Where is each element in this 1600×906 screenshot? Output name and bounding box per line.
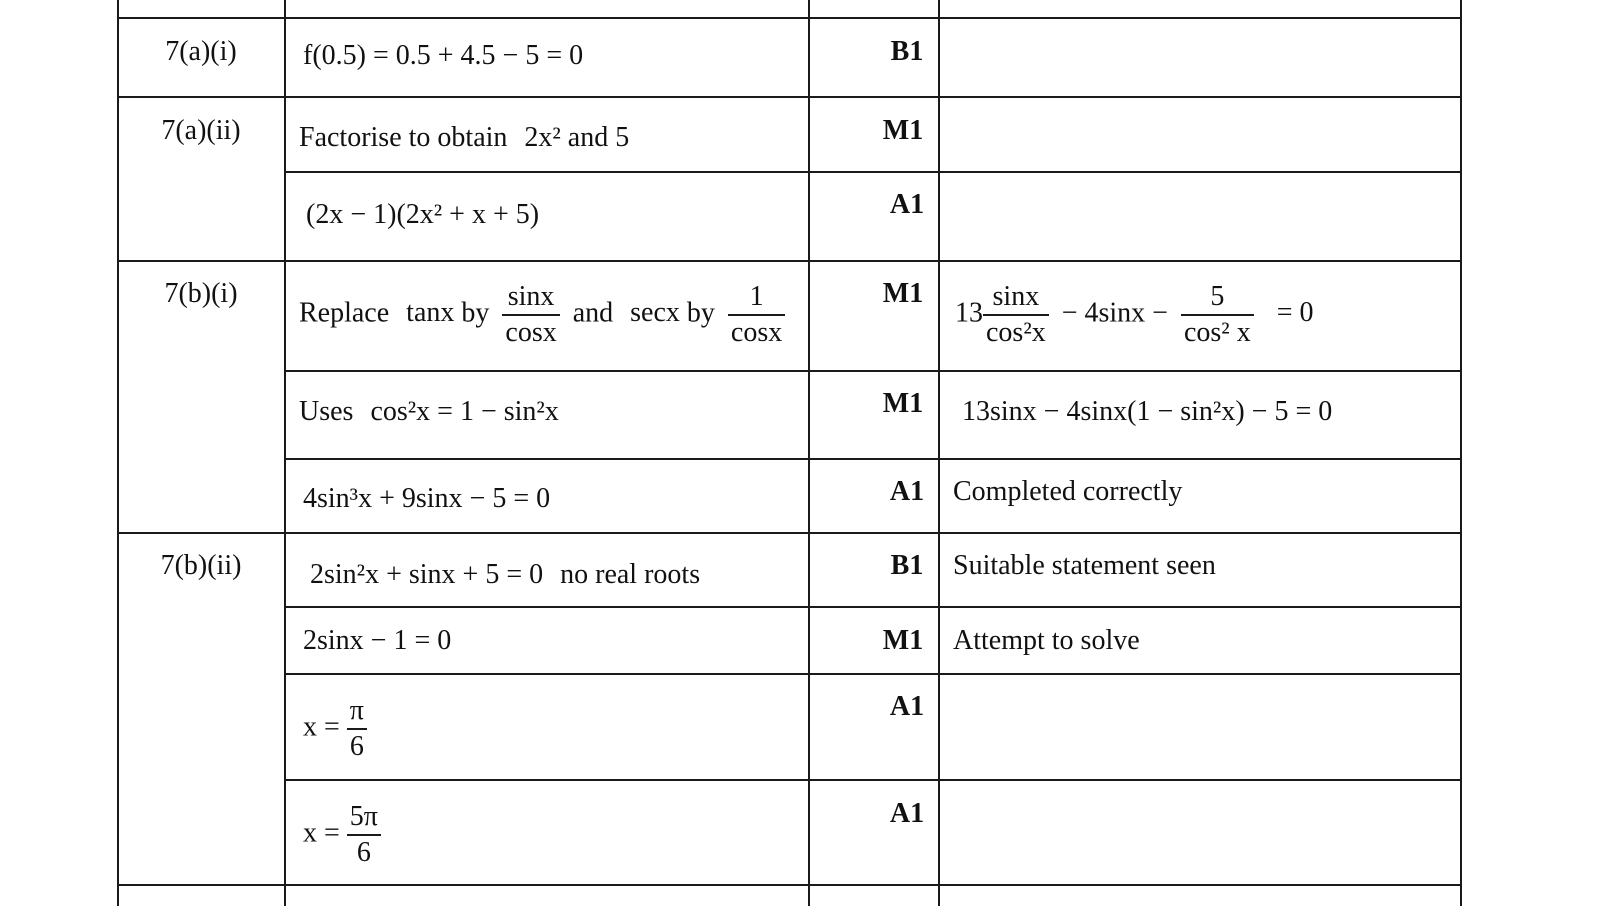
part-label: 7(a)(i) xyxy=(165,36,237,67)
part-label: 7(b)(ii) xyxy=(160,550,242,581)
fraction xyxy=(347,802,381,868)
answer-math: tanx xyxy=(406,297,455,329)
mark-code: M1 xyxy=(882,388,924,419)
mark-code: M1 xyxy=(882,278,924,309)
mark-code: B1 xyxy=(890,36,924,67)
grid-line xyxy=(117,884,1462,886)
grid-line xyxy=(1460,0,1462,906)
fraction-numerator: sinx xyxy=(983,282,1049,316)
answer-text: no real roots xyxy=(560,559,701,590)
fraction-denominator: 6 xyxy=(356,837,371,868)
answer-math: x = xyxy=(303,817,340,849)
fraction-denominator: cosx xyxy=(505,317,557,348)
fraction-numerator: sinx xyxy=(502,282,559,316)
answer-line: 4sin³x + 9sinx − 5 = 0 xyxy=(303,483,551,514)
mark-code: B1 xyxy=(890,550,924,581)
grid-line xyxy=(284,673,1462,675)
answer-text: by xyxy=(686,297,715,329)
grid-line xyxy=(117,96,1462,98)
fraction-numerator: π xyxy=(347,696,367,730)
mark-code: A1 xyxy=(889,189,925,220)
fraction-numerator: 5 xyxy=(1181,282,1254,316)
fraction xyxy=(347,696,367,762)
answer-line xyxy=(310,559,700,591)
fraction-denominator: cosx xyxy=(730,317,783,348)
answer-line: (2x − 1)(2x² + x + 5) xyxy=(306,199,540,230)
fraction xyxy=(1181,282,1254,348)
fraction xyxy=(983,282,1049,348)
answer-line xyxy=(299,396,559,428)
guidance-text: Completed correctly xyxy=(953,476,1183,507)
fraction-denominator: cos²x xyxy=(986,317,1046,348)
answer-line: 2sinx − 1 = 0 xyxy=(303,625,452,656)
answer-line xyxy=(303,696,373,762)
answer-math: 2x² and 5 xyxy=(524,122,630,153)
grid-line xyxy=(117,17,1462,19)
grid-line xyxy=(284,458,1462,460)
answer-text: Uses xyxy=(299,396,354,427)
fraction-denominator: 6 xyxy=(349,731,364,762)
fraction-numerator: 1 xyxy=(728,282,785,316)
part-label: 7(b)(i) xyxy=(164,278,238,309)
mark-code: A1 xyxy=(889,798,925,829)
answer-line xyxy=(303,802,387,868)
grid-line xyxy=(284,606,1462,608)
guidance-math xyxy=(955,282,1314,348)
grid-line xyxy=(808,0,810,906)
guidance-term: = 0 xyxy=(1276,297,1314,329)
guidance-math: 13sinx − 4sinx(1 − sin²x) − 5 = 0 xyxy=(962,396,1333,427)
answer-text: Factorise to obtain xyxy=(299,122,508,153)
fraction-numerator: 5π xyxy=(347,802,381,836)
answer-text: by xyxy=(461,297,490,329)
part-label: 7(a)(ii) xyxy=(161,115,241,146)
fraction-denominator: cos² x xyxy=(1183,317,1251,348)
grid-line xyxy=(117,532,1462,534)
fraction xyxy=(728,282,785,348)
mark-code: A1 xyxy=(889,476,925,507)
guidance-term: − 4sinx − xyxy=(1061,297,1168,329)
answer-math: 2sin²x + sinx + 5 = 0 xyxy=(310,559,544,590)
answer-math: secx xyxy=(630,297,680,329)
mark-code: M1 xyxy=(882,115,924,146)
answer-line xyxy=(299,282,791,348)
answer-line xyxy=(299,122,629,154)
grid-line xyxy=(284,779,1462,781)
fraction xyxy=(502,282,559,348)
grid-line xyxy=(284,171,1462,173)
grid-line xyxy=(284,370,1462,372)
grid-line xyxy=(284,0,286,906)
answer-text: Replace xyxy=(299,297,390,329)
guidance-text: Attempt to solve xyxy=(953,625,1140,656)
mark-code: M1 xyxy=(882,625,924,656)
guidance-text: Suitable statement seen xyxy=(953,550,1216,581)
answer-math: x = xyxy=(303,711,340,743)
answer-line: f(0.5) = 0.5 + 4.5 − 5 = 0 xyxy=(303,40,584,71)
mark-code: A1 xyxy=(889,691,925,722)
grid-line xyxy=(117,260,1462,262)
answer-text: and xyxy=(572,297,614,329)
guidance-coefficient: 13 xyxy=(955,297,983,329)
answer-math: cos²x = 1 − sin²x xyxy=(370,396,559,427)
